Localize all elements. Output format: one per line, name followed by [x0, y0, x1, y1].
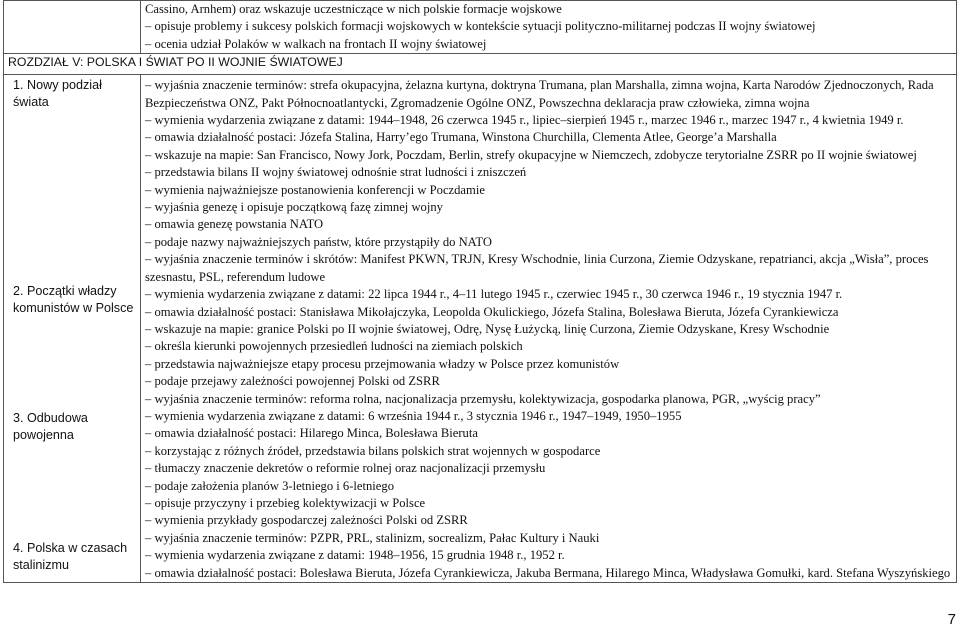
content-line: – korzystając z różnych źródeł, przedstawia bilans polskich strat wojennych w gospodarce	[145, 443, 601, 458]
content-line: – ocenia udział Polaków w walkach na frontach II wojny światowej	[145, 36, 487, 51]
curriculum-table	[3, 0, 957, 583]
continuation-row	[4, 1, 957, 54]
content-line: Cassino, Arnhem) oraz wskazuje uczestniczące w nich polskie formacje wojskowe	[145, 2, 562, 16]
content-line: – wymienia wydarzenia związane z datami: 6 września 1944 r., 3 stycznia 1946 r., 1947–1949, 1950–1955	[145, 408, 682, 423]
content-line: – przedstawia bilans II wojny światowej odnośnie strat ludności i zniszczeń	[145, 165, 527, 180]
content-line: – przedstawia najważniejsze etapy procesu przejmowania władzy w Polsce przez komunistów	[145, 356, 620, 371]
chapter-heading: ROZDZIAŁ V: POLSKA I ŚWIAT PO II WOJNIE ŚWIATOWEJ	[4, 54, 957, 75]
content-line: – tłumaczy znaczenie dekretów o reformie rolnej oraz nacjonalizacji przemysłu	[145, 461, 546, 476]
content-line: – wyjaśnia znaczenie terminów: reforma rolna, nacjonalizacja przemysłu, kolektywizacja, gospodarka planowa, PGR, „wyścig pracy”	[145, 391, 821, 406]
content-line: – wskazuje na mapie: granice Polski po II wojnie światowej, Odrę, Nysę Łużycką, linię Curzona, Ziemie Odzyskane, Kresy Wschodnie	[145, 321, 830, 336]
content-line: – wymienia wydarzenia związane z datami: 22 lipca 1944 r., 4–11 lutego 1945 r., czerwiec 1945 r., 30 czerwca 1946 r., 19 stycznia 1947 r.	[145, 287, 843, 302]
content-line: – opisuje przyczyny i przebieg kolektywizacji w Polsce	[145, 495, 426, 510]
content-line: – wymienia najważniejsze postanowienia konferencji w Poczdamie	[145, 182, 485, 197]
content-line: – omawia działalność postaci: Hilarego Minca, Bolesława Bieruta	[145, 426, 478, 441]
content-line: – wyjaśnia znaczenie terminów i skrótów: Manifest PKWN, TRJN, Kresy Wschodnie, linia Curzona, Ziemie Odzyskane, repatrianci, akcja „Wisła”, proces szesnastu, PSL, referendum ludowe	[145, 252, 929, 284]
section-row	[4, 75, 957, 583]
content-line: – podaje nazwy najważniejszych państw, które przystąpiły do NATO	[145, 234, 492, 249]
content-line: – omawia działalność postaci: Stanisława Mikołajczyka, Leopolda Okulickiego, Józefa Stalina, Bolesława Bieruta, Józefa Cyrankiewicza	[145, 304, 839, 319]
content-line: – wskazuje na mapie: San Francisco, Nowy Jork, Poczdam, Berlin, strefy okupacyjne w Niemczech, zdobycze terytorialne ZSRR po II wojnie światowej	[145, 147, 917, 162]
topic-cell	[4, 75, 141, 583]
content-line: – wyjaśnia znaczenie terminów: strefa okupacyjna, żelazna kurtyna, doktryna Trumana, plan Marshalla, zimna wojna, Karta Narodów Zjednoczonych, Rada Bezpieczeństwa ONZ, Pakt Północnoatlantycki, Zgromadzenie Ogólne ONZ, Powszechna deklaracja praw człowieka, zimna wojna	[145, 78, 934, 110]
content-line: – wyjaśnia znaczenie terminów: PZPR, PRL, stalinizm, socrealizm, Pałac Kultury i Nauki	[145, 530, 600, 545]
topic-cell-empty	[4, 1, 141, 54]
topic-label-2: 2. Początki władzy komunistów w Polsce	[13, 284, 134, 315]
content-line: – opisuje problemy i sukcesy polskich formacji wojskowych w kontekście sytuacji polityczno-militarnej podczas II wojny światowej	[145, 19, 816, 34]
topic-label-4: 4. Polska w czasach stalinizmu	[13, 541, 128, 572]
content-line: – podaje przejawy zależności powojennej Polski od ZSRR	[145, 374, 440, 389]
content-line: – podaje założenia planów 3-letniego i 6-letniego	[145, 478, 394, 493]
content-line: – omawia działalność postaci: Bolesława Bieruta, Józefa Cyrankiewicza, Jakuba Bermana, Hilarego Minca, Władysława Gomułki, kard. Stefana Wyszyńskiego	[145, 565, 951, 580]
content-line: – wyjaśnia genezę i opisuje początkową fazę zimnej wojny	[145, 200, 443, 215]
content-line: – omawia genezę powstania NATO	[145, 217, 324, 232]
topic-label-1: 1. Nowy podział świata	[13, 78, 102, 109]
chapter-row	[4, 54, 957, 75]
sections-content	[141, 75, 957, 583]
topic-label-3: 3. Odbudowa powojenna	[13, 411, 88, 442]
content-line: – wymienia wydarzenia związane z datami: 1944–1948, 26 czerwca 1945 r., lipiec–sierpień 1945 r., marzec 1946 r., marzec 1947 r., 4 kwietnia 1949 r.	[145, 113, 904, 128]
continuation-content	[141, 1, 957, 54]
content-line: – wymienia przykłady gospodarczej zależności Polski od ZSRR	[145, 513, 468, 528]
page-number: 7	[947, 610, 956, 628]
content-line: – omawia działalność postaci: Józefa Stalina, Harry’ego Trumana, Winstona Churchilla, Clementa Atlee, George’a Marshalla	[145, 130, 777, 145]
content-line: – określa kierunki powojennych przesiedleń ludności na ziemiach polskich	[145, 339, 523, 354]
content-line: – wymienia wydarzenia związane z datami: 1948–1956, 15 grudnia 1948 r., 1952 r.	[145, 548, 565, 563]
